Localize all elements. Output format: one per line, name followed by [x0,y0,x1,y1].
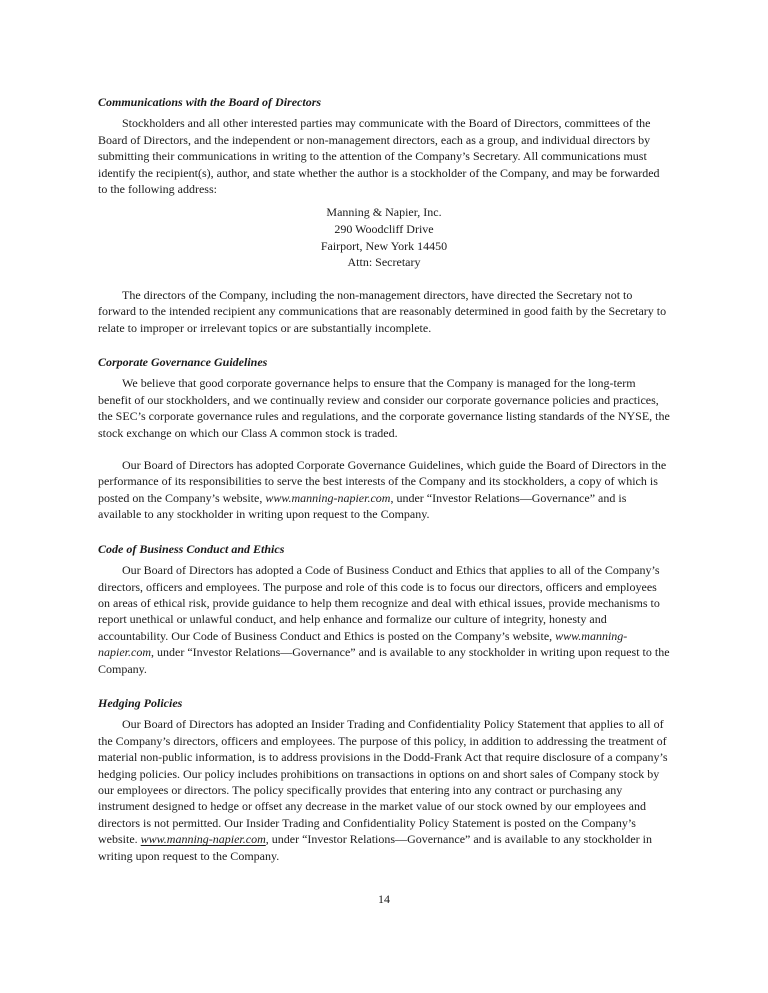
website-link[interactable]: www.manning-napier.com [98,628,628,660]
text-run: Our Board of Directors has adopted Corporate Governance Guidelines, which guide the Board of Directors in the performance of its responsibilities to serve the best interests of the Company and its stockholders, a copy of which is posted on the Company’s website, [98,458,667,505]
section-heading: Communications with the Board of Directors [98,95,322,109]
address-line: Attn: Secretary [347,255,421,270]
mailing-address [98,204,670,270]
section-corporate-governance [98,354,670,523]
paragraph: We believe that good corporate governance helps to ensure that the Company is managed for the long-term benefit of our stockholders, and we continually review and consider our corporate governance policies and practices, the SEC’s corporate governance rules and regulations, and the corporate governance listing standards of the NYSE, the stock exchange on which our Class A common stock is traded. [98,376,670,440]
text-run: , under “Investor Relations—Governance” and is available to any stockholder in writing upon request to the Company. [98,832,652,863]
address-line: Fairport, New York 14450 [320,238,448,253]
text-run: Our Board of Directors has adopted an Insider Trading and Confidentiality Policy Statement that applies to all of the Company’s directors, officers and employees. The purpose of this policy, in addition to addressing the treatment of material non-public information, is to address provisions in the Dodd-Frank Act that require disclosure of a company’s hedging policies. Our policy includes prohibitions on transactions in options on and short sales of Company stock by our employees or directors. The policy specifically provides that entering into any contract or purchasing any instrument designed to hedge or offset any decrease in the market value of our stock owned by our employees and directors is not permitted. Our Insider Trading and Confidentiality Policy Statement is posted on the Company’s website. [98,717,668,847]
section-heading: Code of Business Conduct and Ethics [98,541,285,556]
text-run: , under “Investor Relations—Governance” and is available to any stockholder in writing upon request to the Company. [98,490,627,522]
section-communications [98,94,670,336]
text-run: , under “Investor Relations—Governance” and is available to any stockholder in writing upon request to the Company. [98,645,670,676]
paragraph: Stockholders and all other interested parties may communicate with the Board of Directors, committees of the Board of Directors, and the independent or non-management directors, each as a group, and individual directors by submitting their communications in writing to the attention of the Company’s Secretary. All communications must identify the recipient(s), author, and state whether the author is a stockholder of the Company, and may be forwarded to the following address: [98,116,660,197]
address-line: 290 Woodcliff Drive [334,222,434,237]
section-heading: Corporate Governance Guidelines [98,355,268,370]
page-number: 14 [378,892,390,906]
document-page [98,94,670,864]
website-link[interactable]: www.manning-napier.com [265,490,391,505]
paragraph [98,562,670,677]
text-run: Our Board of Directors has adopted a Code of Business Conduct and Ethics that applies to all of the Company’s directors, officers and employees. The purpose and role of this code is to focus our directors, officers and employees on areas of ethical risk, provide guidance to help them recognize and deal with ethical issues, provide mechanisms to report unethical or unlawful conduct, and help enhance and formalize our culture of integrity, honesty and accountability. Our Code of Business Conduct and Ethics is posted on the Company’s website, [98,563,660,643]
section-code-of-conduct [98,541,670,677]
address-line: Manning & Napier, Inc. [326,205,442,220]
website-link[interactable]: www.manning-napier.com [140,832,266,847]
section-hedging-policies [98,695,670,864]
paragraph [98,457,670,523]
paragraph [98,716,670,864]
paragraph: The directors of the Company, including the non-management directors, have directed the Secretary not to forward to the intended recipient any communications that are reasonably determined in good faith by the Secretary to relate to improper or irrelevant topics or are substantially incomplete. [98,287,667,335]
section-heading: Hedging Policies [98,695,183,710]
